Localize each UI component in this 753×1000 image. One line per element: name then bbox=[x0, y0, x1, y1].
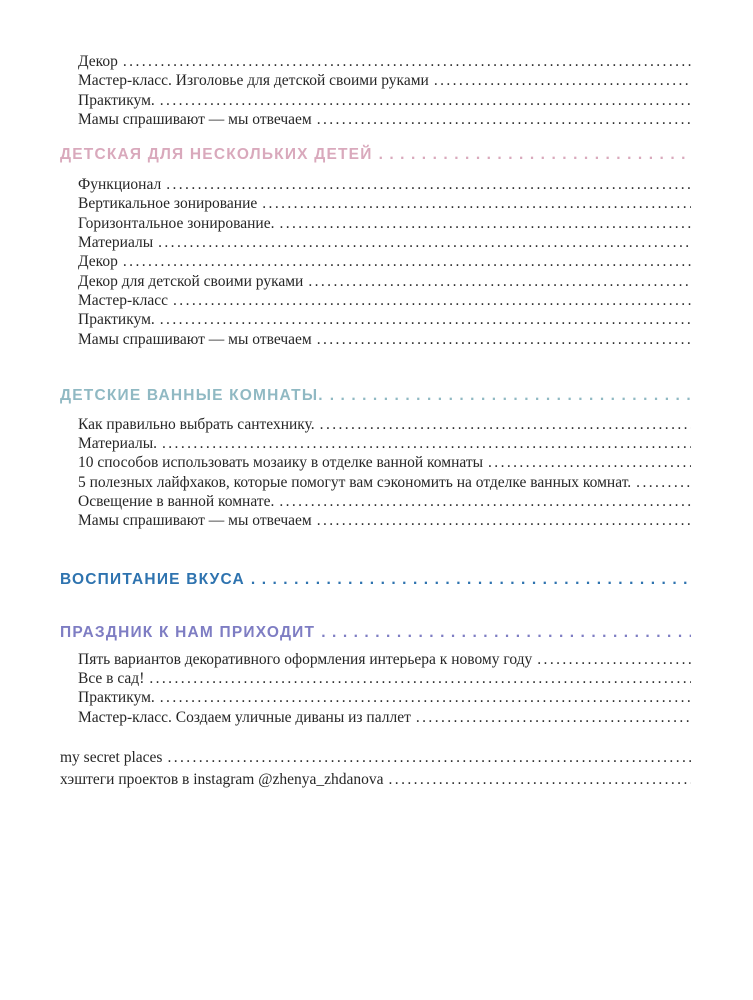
toc-entry bbox=[60, 453, 691, 472]
dot-leader bbox=[155, 91, 691, 110]
toc-entry-label: Освещение в ванной комнате. bbox=[78, 493, 275, 511]
dot-leader bbox=[168, 291, 691, 310]
dot-leader bbox=[157, 434, 691, 453]
dot-leader bbox=[532, 650, 691, 669]
toc-entry bbox=[60, 492, 691, 511]
dot-leader bbox=[312, 330, 691, 349]
toc-entry bbox=[60, 71, 691, 90]
toc-entry-label: 5 полезных лайфхаков, которые помогут вам сэкономить на отделке ванных комнат. bbox=[78, 473, 632, 491]
toc-entry bbox=[60, 175, 691, 194]
toc-entry-label: Горизонтальное зонирование. bbox=[78, 214, 275, 232]
toc-entry-label: 10 способов использовать мозаику в отделке ванной комнаты bbox=[78, 454, 484, 472]
section-title: ДЕТСКИЕ ВАННЫЕ КОМНАТЫ. bbox=[60, 386, 324, 404]
toc-entry-label: Декор bbox=[78, 53, 118, 70]
toc-entry bbox=[60, 769, 691, 792]
dot-leader bbox=[373, 145, 691, 165]
toc-entry bbox=[60, 194, 691, 213]
toc-entry bbox=[60, 708, 691, 727]
toc-section bbox=[60, 623, 691, 727]
table-of-contents bbox=[60, 52, 691, 792]
toc-entry bbox=[60, 214, 691, 233]
dot-leader bbox=[324, 386, 691, 406]
toc-entry bbox=[60, 434, 691, 453]
section-heading bbox=[60, 623, 691, 643]
toc-entry-label: Как правильно выбрать сантехнику. bbox=[78, 415, 315, 433]
dot-leader bbox=[153, 233, 691, 252]
dot-leader bbox=[429, 71, 691, 90]
toc-entry bbox=[60, 747, 691, 770]
dot-leader bbox=[274, 492, 691, 511]
dot-leader bbox=[312, 511, 691, 530]
toc-entry-label: Функционал bbox=[78, 176, 162, 194]
toc-entry-label: Все в сад! bbox=[78, 669, 145, 687]
toc-entry bbox=[60, 330, 691, 349]
section-heading bbox=[60, 386, 691, 406]
section-heading bbox=[60, 145, 691, 165]
toc-entry-label: Мастер-класс bbox=[78, 291, 169, 309]
toc-section bbox=[60, 386, 691, 531]
toc-entry-label: Декор для детской своими руками bbox=[78, 272, 304, 290]
dot-leader bbox=[631, 473, 691, 492]
dot-leader bbox=[384, 769, 691, 792]
toc-entry-label: my secret places bbox=[60, 748, 163, 766]
toc-entry-label: Практикум. bbox=[78, 311, 155, 329]
dot-leader bbox=[144, 669, 691, 688]
toc-entry-label: хэштеги проектов в instagram @zhenya_zhdanova bbox=[60, 771, 384, 789]
dot-leader bbox=[257, 194, 691, 213]
dot-leader bbox=[155, 310, 691, 329]
dot-leader bbox=[162, 747, 691, 770]
dot-leader bbox=[315, 415, 691, 434]
toc-entry bbox=[60, 688, 691, 707]
toc-section bbox=[60, 570, 691, 590]
section-title: ПРАЗДНИК К НАМ ПРИХОДИТ bbox=[60, 623, 316, 641]
toc-entry bbox=[60, 310, 691, 329]
toc-entry bbox=[60, 650, 691, 669]
toc-entry bbox=[60, 511, 691, 530]
section-title: ВОСПИТАНИЕ ВКУСА bbox=[60, 570, 245, 588]
dot-leader bbox=[303, 272, 691, 291]
toc-entry bbox=[60, 415, 691, 434]
toc-entry-label: Пять вариантов декоративного оформления интерьера к новому году bbox=[78, 650, 533, 668]
toc-entry-label: Мамы спрашивают — мы отвечаем bbox=[78, 512, 312, 530]
toc-entry bbox=[60, 110, 691, 129]
dot-leader bbox=[155, 688, 691, 707]
toc-item-group bbox=[60, 52, 691, 129]
toc-entry-label: Декор bbox=[78, 253, 118, 271]
dot-leader bbox=[312, 110, 691, 129]
dot-leader bbox=[315, 623, 691, 643]
dot-leader bbox=[118, 52, 691, 71]
toc-entry-label: Материалы. bbox=[78, 435, 157, 453]
dot-leader bbox=[245, 570, 691, 590]
toc-entry-label: Мастер-класс. Создаем уличные диваны из паллет bbox=[78, 708, 411, 726]
toc-entry bbox=[60, 272, 691, 291]
toc-entry bbox=[60, 669, 691, 688]
toc-entry-label: Мамы спрашивают — мы отвечаем bbox=[78, 330, 312, 348]
toc-entry-label: Практикум. bbox=[78, 689, 155, 707]
toc-item-group bbox=[60, 747, 691, 792]
toc-entry bbox=[60, 52, 691, 71]
dot-leader bbox=[483, 453, 691, 472]
section-heading bbox=[60, 570, 691, 590]
section-title: ДЕТСКАЯ ДЛЯ НЕСКОЛЬКИХ ДЕТЕЙ bbox=[60, 146, 373, 164]
toc-entry bbox=[60, 91, 691, 110]
toc-entry bbox=[60, 252, 691, 271]
toc-entry-label: Вертикальное зонирование bbox=[78, 195, 258, 213]
dot-leader bbox=[411, 708, 691, 727]
dot-leader bbox=[118, 252, 691, 271]
toc-entry-label: Практикум. bbox=[78, 91, 155, 109]
toc-entry-label: Мамы спрашивают — мы отвечаем bbox=[78, 110, 312, 128]
toc-section bbox=[60, 145, 691, 349]
dot-leader bbox=[274, 214, 691, 233]
toc-entry-label: Материалы bbox=[78, 234, 154, 252]
toc-entry bbox=[60, 473, 691, 492]
toc-entry-label: Мастер-класс. Изголовье для детской своими руками bbox=[78, 72, 429, 90]
toc-entry bbox=[60, 291, 691, 310]
toc-entry bbox=[60, 233, 691, 252]
dot-leader bbox=[161, 175, 691, 194]
